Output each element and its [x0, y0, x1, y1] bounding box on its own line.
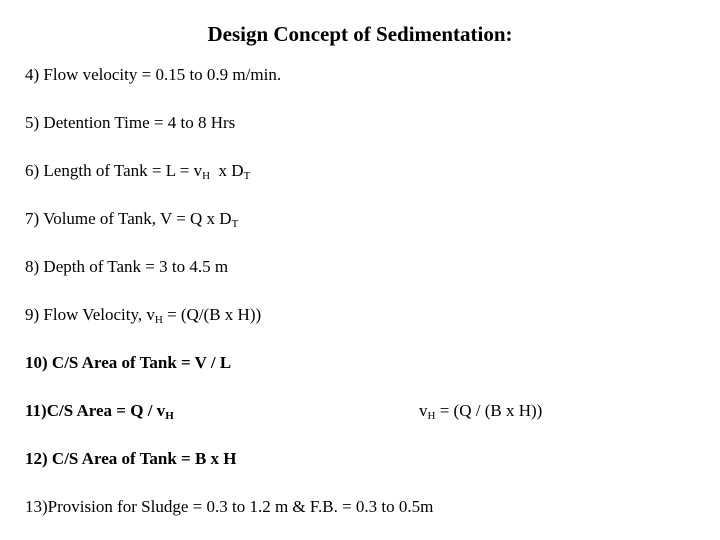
item-flow-velocity-formula [25, 304, 261, 326]
side-formula-flow-velocity [419, 400, 542, 422]
item-5-text: 5) Detention Time = 4 to 8 Hrs [25, 113, 236, 132]
item-9-post: = (Q/(B x H)) [162, 305, 262, 324]
item-11-subscript-h: H [165, 410, 174, 422]
item-7-subscript-t: T [231, 218, 239, 230]
side-formula-pre: v [419, 401, 428, 420]
slide-title: Design Concept of Sedimentation: [207, 22, 513, 46]
item-flow-velocity-range [25, 64, 281, 86]
item-cs-area-of-tank-vl [25, 352, 231, 374]
side-formula-post: = (Q / (B x H)) [435, 401, 543, 420]
item-6-mid: x D [210, 161, 244, 180]
item-13-text: 13)Provision for Sludge = 0.3 to 1.2 m & F.B. = 0.3 to 0.5m [25, 497, 434, 516]
item-cs-area-q-v [25, 400, 174, 422]
item-length-of-tank [25, 160, 250, 182]
item-6-pre: 6) Length of Tank = L = v [25, 161, 203, 180]
item-cs-area-of-tank-bh [25, 448, 237, 470]
item-6-subscript-h: H [202, 170, 211, 182]
item-12-text: 12) C/S Area of Tank = B x H [25, 449, 237, 468]
item-10-text: 10) C/S Area of Tank = V / L [25, 353, 232, 372]
item-7-pre: 7) Volume of Tank, V = Q x D [25, 209, 232, 228]
item-4-text: 4) Flow velocity = 0.15 to 0.9 m/min. [25, 65, 282, 84]
item-6-subscript-t: T [243, 170, 251, 182]
item-volume-of-tank [25, 208, 238, 230]
item-9-subscript-h: H [154, 314, 163, 326]
item-detention-time [25, 112, 235, 134]
item-8-text: 8) Depth of Tank = 3 to 4.5 m [25, 257, 229, 276]
item-9-pre: 9) Flow Velocity, v [25, 305, 155, 324]
side-formula-subscript-h: H [427, 410, 436, 422]
item-11-pre: 11)C/S Area = Q / v [25, 401, 166, 420]
item-depth-of-tank [25, 256, 228, 278]
item-provision-for-sludge [25, 496, 433, 518]
